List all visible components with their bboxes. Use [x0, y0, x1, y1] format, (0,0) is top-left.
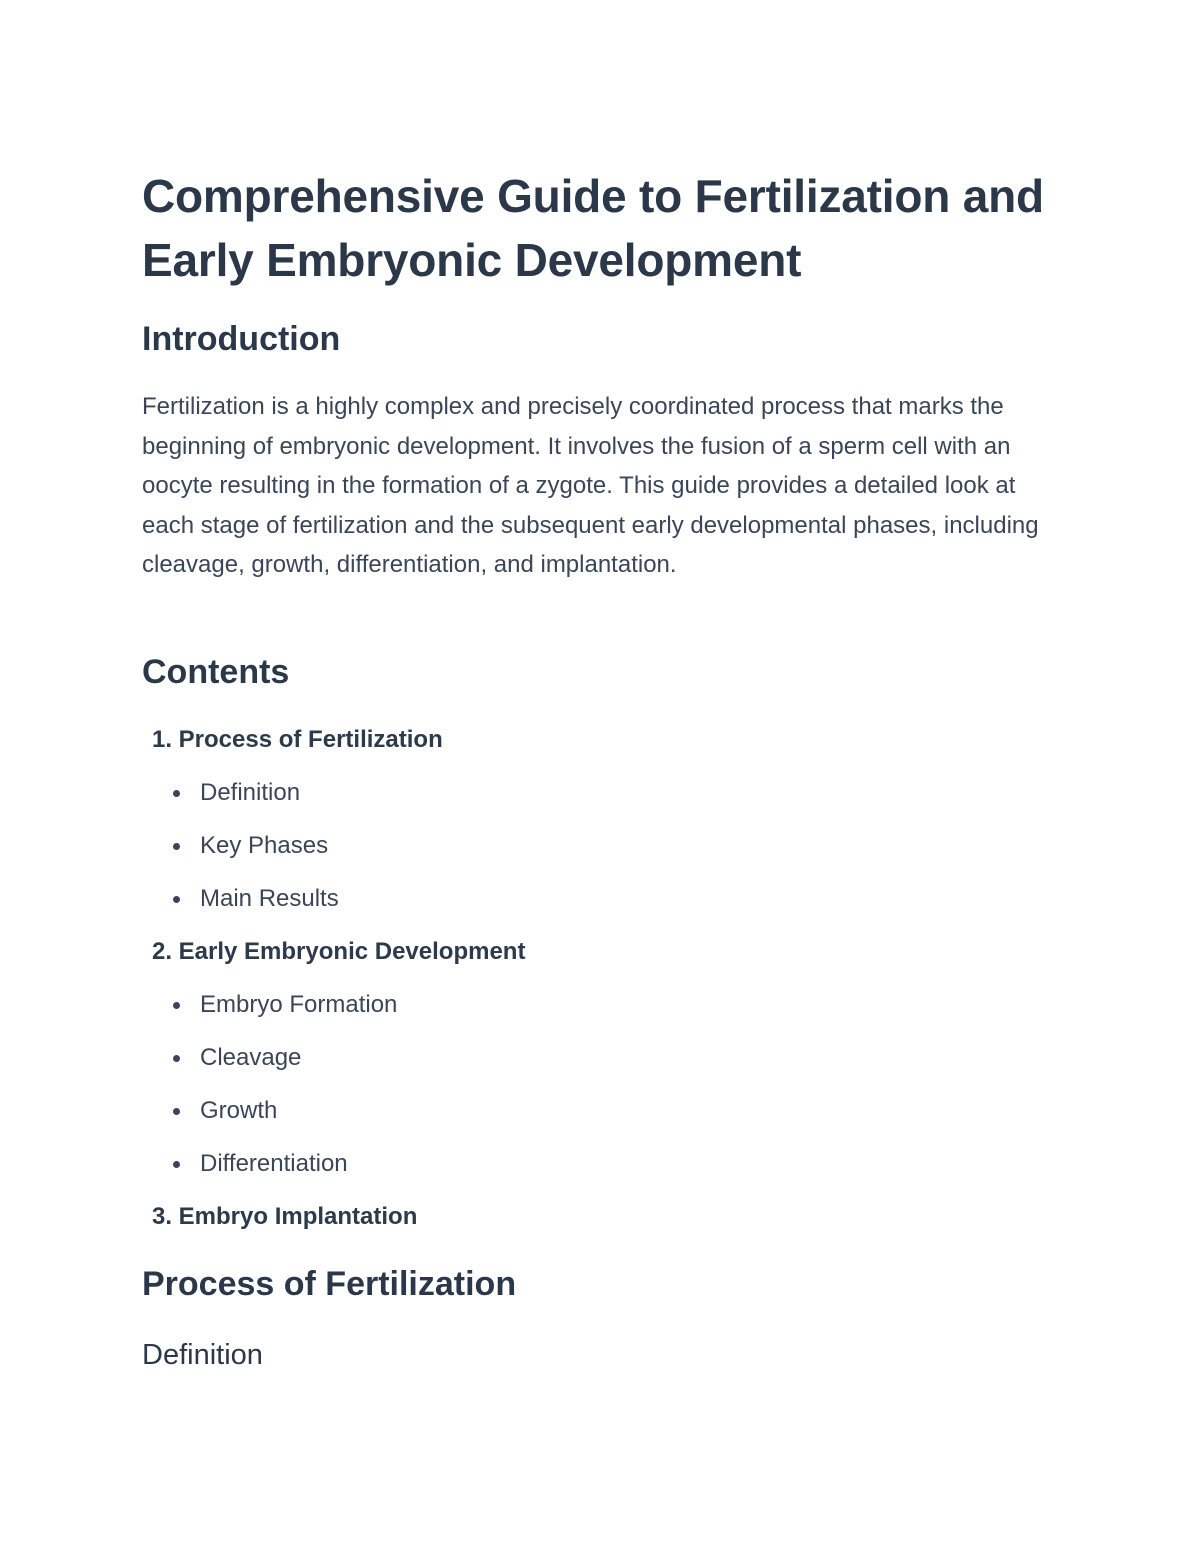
toc-subitem[interactable]: [142, 824, 1062, 877]
contents-heading: Contents: [142, 653, 290, 691]
toc-label: Process of Fertilization: [178, 726, 443, 753]
toc-sublist: [142, 983, 1062, 1195]
toc-subitem-label: Growth: [200, 1097, 278, 1124]
bullet-icon: [173, 896, 180, 903]
table-of-contents: [142, 718, 1062, 1248]
introduction-heading: Introduction: [142, 320, 341, 358]
toc-number: 2.: [151, 938, 172, 965]
toc-subitem[interactable]: [142, 771, 1062, 824]
bullet-icon: [173, 1002, 180, 1009]
toc-sublist: [142, 771, 1062, 930]
toc-label: Embryo Implantation: [178, 1203, 418, 1230]
toc-subitem[interactable]: [142, 877, 1062, 930]
toc-number: 3.: [151, 1203, 172, 1230]
section-heading-process-of-fertilization: Process of Fertilization: [142, 1265, 517, 1303]
toc-heading[interactable]: [142, 1195, 1062, 1248]
toc-item-early-embryonic-development: [142, 930, 1062, 1195]
toc-subitem-label: Main Results: [200, 885, 339, 912]
document-title: Comprehensive Guide to Fertilization and Early Embryonic Development: [142, 170, 1044, 286]
bullet-icon: [173, 1161, 180, 1168]
toc-subitem-label: Key Phases: [200, 832, 329, 859]
toc-item-process-of-fertilization: [142, 718, 1062, 930]
toc-heading[interactable]: [142, 718, 1062, 771]
toc-subitem-label: Differentiation: [200, 1150, 348, 1177]
bullet-icon: [173, 1108, 180, 1115]
bullet-icon: [173, 1055, 180, 1062]
toc-heading[interactable]: [142, 930, 1062, 983]
introduction-paragraph: Fertilization is a highly complex and precisely coordinated process that marks the beginning of embryonic development. It involves the fusion of a sperm cell with an oocyte resulting in the formation of a zygote. This guide provides a detailed look at each stage of fertilization and the subsequent early developmental phases, including cleavage, growth, differentiation, and implantation.: [142, 393, 1039, 578]
toc-subitem[interactable]: [142, 1089, 1062, 1142]
toc-subitem[interactable]: [142, 1142, 1062, 1195]
toc-subitem-label: Cleavage: [200, 1044, 302, 1071]
toc-item-embryo-implantation: [142, 1195, 1062, 1248]
toc-label: Early Embryonic Development: [178, 938, 526, 965]
subsection-heading-definition: Definition: [142, 1339, 263, 1371]
toc-subitem[interactable]: [142, 1036, 1062, 1089]
toc-number: 1.: [151, 726, 172, 753]
toc-subitem-label: Embryo Formation: [200, 991, 398, 1018]
bullet-icon: [173, 790, 180, 797]
bullet-icon: [173, 843, 180, 850]
toc-subitem[interactable]: [142, 983, 1062, 1036]
toc-subitem-label: Definition: [200, 779, 301, 806]
